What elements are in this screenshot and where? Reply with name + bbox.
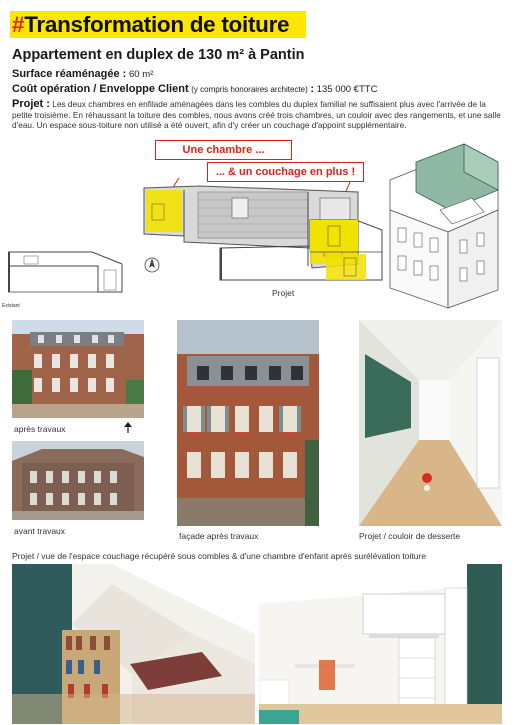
photo-chambre-enfant (259, 564, 502, 724)
caption-apres: après travaux (14, 424, 66, 434)
page-title (12, 11, 289, 38)
caption-facade: façade après travaux (179, 531, 259, 541)
project-subtitle: Appartement en duplex de 130 m² à Pantin (12, 47, 305, 63)
axonometric-drawing (380, 140, 508, 310)
photo-couloir (359, 320, 502, 526)
caption-couloir: Projet / couloir de desserte (359, 531, 461, 541)
caption-vue: Projet / vue de l'espace couchage récupéré sous combles & d'une chambre d'enfant après surélévation toiture (12, 551, 427, 561)
surface-line (12, 68, 153, 80)
existing-section-drawing (4, 248, 144, 300)
projet-text: Les deux chambres en enfilade aménagées dans les combles du duplex familial ne suffisaient plus avec l'arrivée de la petite troisième. En réhaussant la toiture des combles, nous avons créé trois chambres, un couloir avec des rangements, et une salle d'eau. Un espace sous-toiture non utilisé a été ouvert, afin d'y créer un couchage d'appoint supplémentaire. (12, 99, 501, 131)
projet-label: Projet : (12, 98, 50, 110)
cost-separator: : (310, 83, 315, 95)
projet-paragraph (12, 99, 506, 131)
surface-label: Surface réaménagée : (12, 68, 127, 80)
callout-chambre: Une chambre ... (155, 140, 292, 160)
projet-label: Projet (272, 288, 295, 298)
photo-avant-travaux (12, 441, 144, 520)
arrow-up-icon (123, 422, 133, 434)
cost-line (12, 83, 377, 95)
photo-espace-couchage (12, 564, 255, 724)
cost-note: (y compris honoraires architecte) (191, 85, 308, 94)
project-section-drawing (216, 216, 386, 286)
surface-value: 60 m² (128, 69, 154, 80)
caption-avant: avant travaux (14, 526, 66, 536)
north-arrow-icon (143, 256, 161, 274)
callout-couchage: ... & un couchage en plus ! (207, 162, 364, 182)
existant-label: Existant (2, 303, 20, 309)
title-label: Transformation de toiture (24, 12, 290, 37)
title-hash: # (12, 12, 25, 37)
cost-label: Coût opération / Enveloppe Client (12, 83, 189, 95)
cost-value: 135 000 €TTC (316, 84, 378, 95)
photo-apres-travaux (12, 320, 144, 418)
photo-facade (177, 320, 319, 526)
